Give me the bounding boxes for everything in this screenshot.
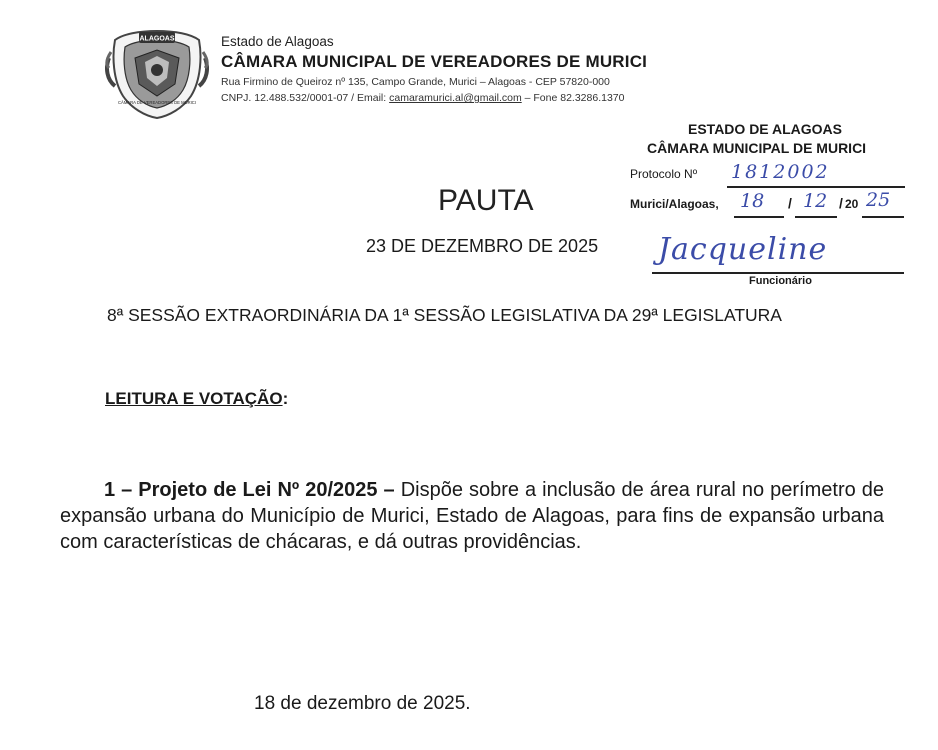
stamp-signature: Jacqueline bbox=[658, 232, 828, 267]
stamp-protocol-number: 1812002 bbox=[731, 161, 830, 183]
stamp-date-slash: / bbox=[788, 195, 792, 211]
document-title: PAUTA bbox=[438, 184, 534, 217]
stamp-date-label: Murici/Alagoas, bbox=[630, 197, 719, 211]
closing-date: 18 de dezembro de 2025. bbox=[254, 693, 471, 714]
stamp-year-suffix: 25 bbox=[866, 189, 891, 211]
section-heading-text: LEITURA E VOTAÇÃO bbox=[105, 389, 283, 408]
stamp-date-slash: / bbox=[839, 195, 843, 211]
stamp-protocol-line bbox=[727, 186, 905, 188]
stamp-day-line bbox=[734, 216, 784, 218]
letterhead-email-link[interactable]: camaramurici.al@gmail.com bbox=[389, 92, 522, 104]
stamp-month-line bbox=[795, 216, 837, 218]
stamp-protocol-label: Protocolo Nº bbox=[630, 167, 698, 181]
letterhead-chamber-name: CÂMARA MUNICIPAL DE VEREADORES DE MURICI bbox=[221, 52, 648, 71]
section-heading-colon: : bbox=[282, 389, 289, 408]
chamber-seal bbox=[105, 28, 209, 120]
letterhead-contact bbox=[221, 92, 624, 104]
letterhead-cnpj: CNPJ. 12.488.532/0001-07 / Email: bbox=[221, 92, 390, 104]
stamp-signature-line bbox=[652, 272, 904, 274]
stamp-state: ESTADO DE ALAGOAS bbox=[688, 121, 843, 137]
stamp-role: Funcionário bbox=[749, 275, 812, 287]
stamp-month: 12 bbox=[803, 190, 828, 212]
agenda-item-text: Dispõe sobre a inclusão de área rural no perímetro de expansão urbana do Município de Murici, Estado de Alagoas, para fins de expansão urbana com características de chácaras, e dá outras providências. bbox=[60, 479, 884, 553]
agenda-item bbox=[60, 477, 884, 555]
section-heading bbox=[105, 389, 288, 409]
letterhead-address: Rua Firmino de Queiroz nº 135, Campo Grande, Murici – Alagoas - CEP 57820-000 bbox=[221, 76, 610, 88]
stamp-year-prefix: 20 bbox=[845, 197, 859, 211]
stamp-chamber: CÂMARA MUNICIPAL DE MURICI bbox=[647, 140, 867, 156]
letterhead-phone: – Fone 82.3286.1370 bbox=[521, 92, 625, 104]
agenda-item-lead: 1 – Projeto de Lei Nº 20/2025 – bbox=[104, 479, 395, 501]
stamp-year-line bbox=[862, 216, 904, 218]
seal-ring-text: CÂMARA DE VEREADORES DE MURICI bbox=[118, 100, 196, 105]
document-date: 23 DE DEZEMBRO DE 2025 bbox=[366, 236, 599, 256]
letterhead-state: Estado de Alagoas bbox=[221, 34, 334, 49]
session-line: 8ª SESSÃO EXTRAORDINÁRIA DA 1ª SESSÃO LEGISLATIVA DA 29ª LEGISLATURA bbox=[107, 305, 782, 325]
seal-label: ALAGOAS bbox=[139, 35, 175, 43]
stamp-day: 18 bbox=[740, 190, 765, 212]
